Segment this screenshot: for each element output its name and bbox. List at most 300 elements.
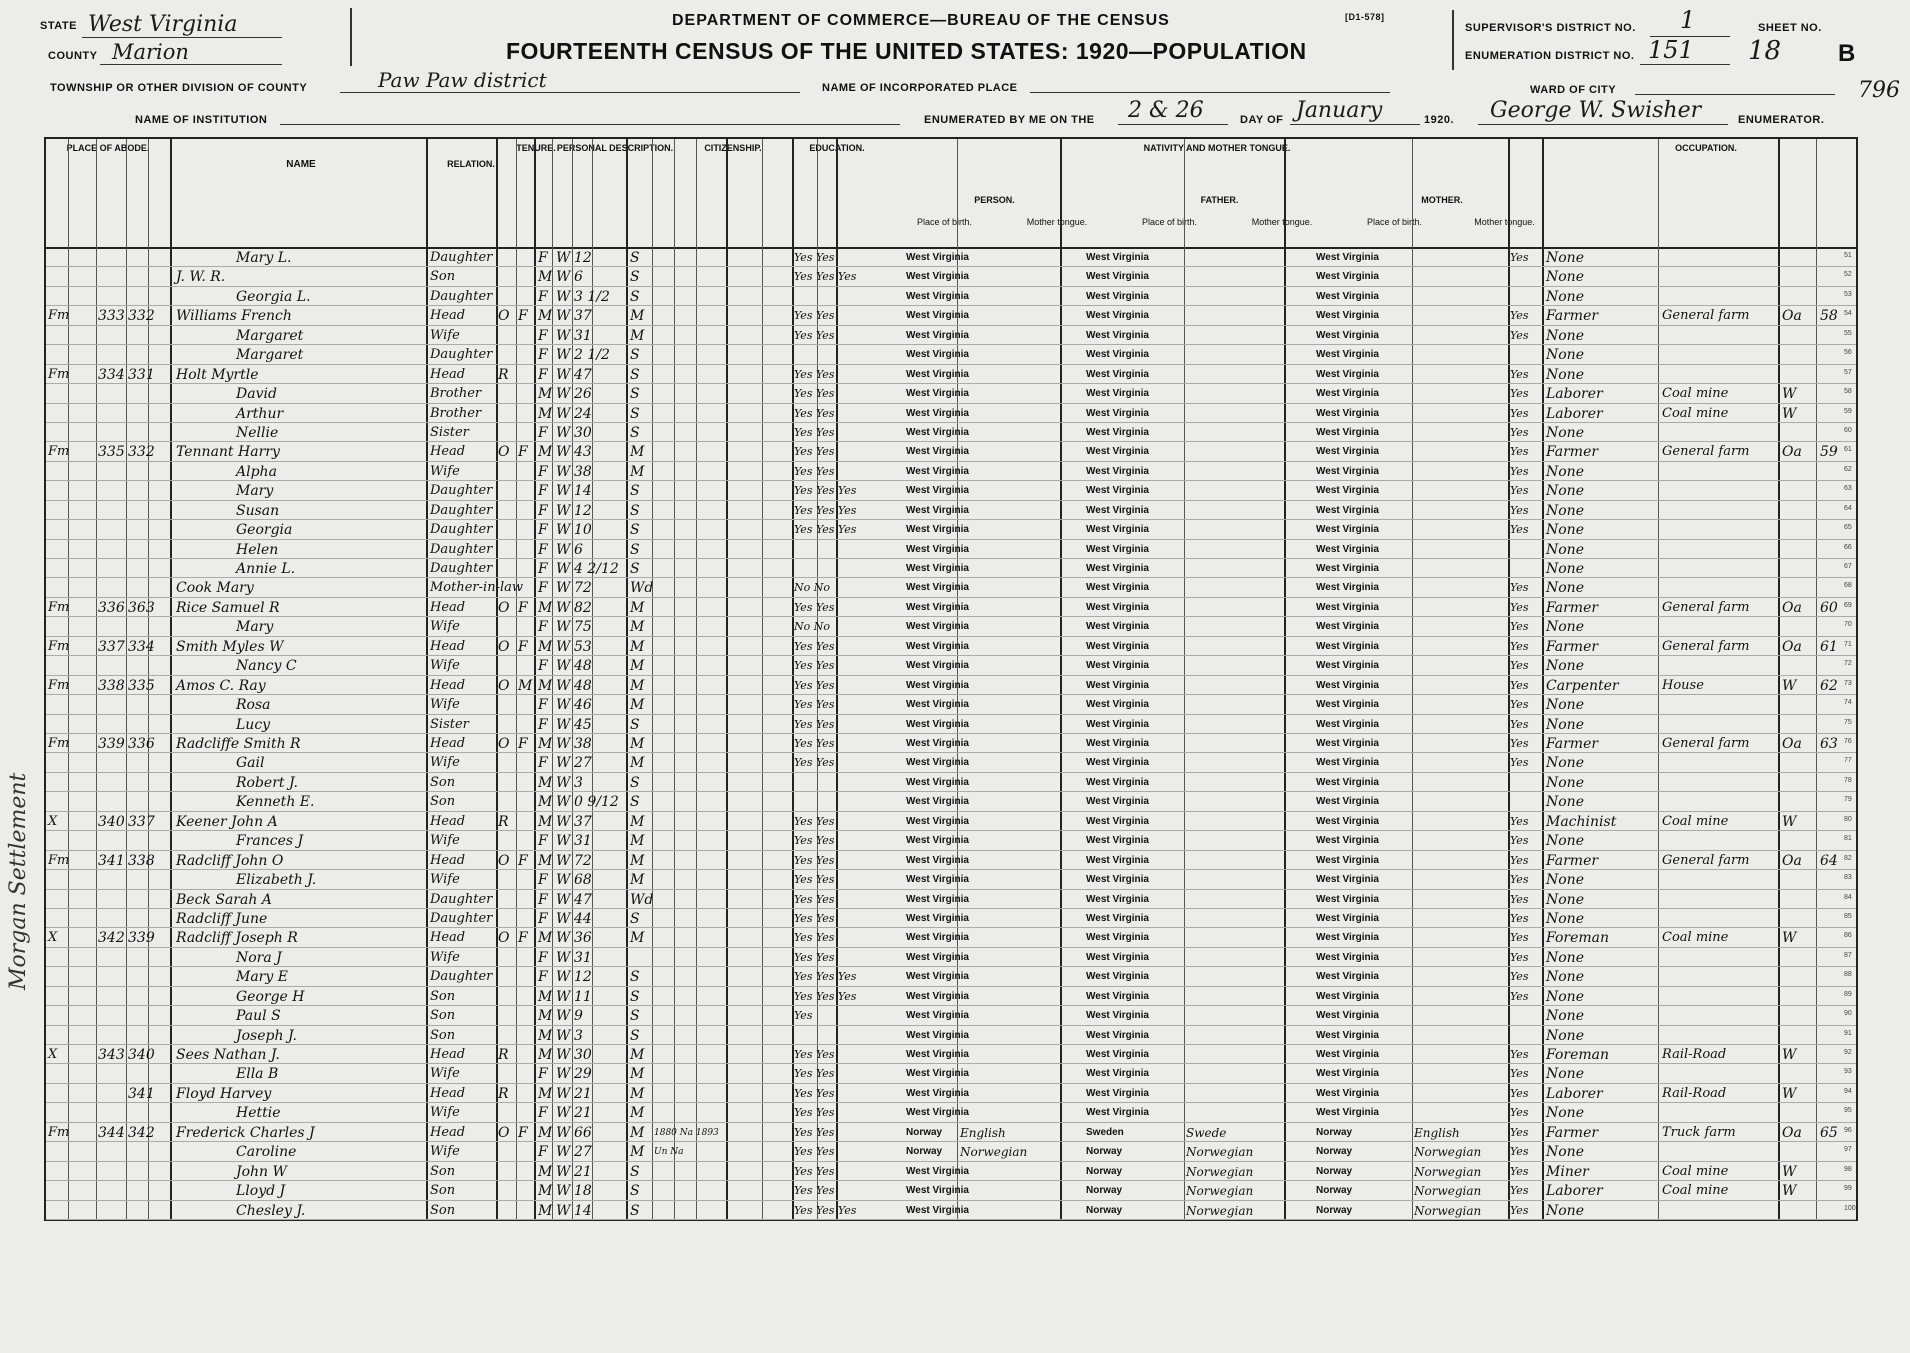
table-row — [46, 539, 1856, 559]
cell-occ: None — [1546, 697, 1584, 714]
cell-mpob: Norway — [1316, 1146, 1353, 1158]
group-tenure: TENURE. — [516, 143, 556, 153]
cell-ed: Yes Yes — [794, 639, 835, 653]
cell-fpob: West Virginia — [1086, 990, 1149, 1002]
cell-fam: 338 — [128, 852, 155, 869]
group-relation: RELATION. — [447, 159, 495, 169]
cell-ms: M — [630, 872, 645, 889]
cell-race: W — [556, 638, 571, 655]
cell-eng: Yes — [1510, 484, 1529, 498]
cell-pob: West Virginia — [906, 388, 969, 400]
cell-ms: S — [630, 522, 640, 539]
cell-own: O — [498, 1124, 510, 1141]
table-row — [46, 1122, 1856, 1142]
cell-pob: West Virginia — [906, 1107, 969, 1119]
cell-ms: M — [630, 697, 645, 714]
row-number: 88 — [1844, 971, 1852, 979]
cell-eng: Yes — [1510, 853, 1529, 867]
table-row — [46, 1044, 1856, 1064]
cell-age: 31 — [574, 949, 592, 966]
cell-mpob: West Virginia — [1316, 718, 1379, 730]
cell-fpob: West Virginia — [1086, 776, 1149, 788]
cell-eng: Yes — [1510, 931, 1529, 945]
cell-ms: S — [630, 424, 640, 441]
table-row — [46, 733, 1856, 753]
cell-ed: Yes Yes — [794, 853, 835, 867]
table-row — [46, 519, 1856, 539]
table-row — [46, 655, 1856, 675]
cell-ms: M — [630, 638, 645, 655]
cell-rel: Son — [430, 1202, 456, 1218]
cell-mmt: Norwegian — [1414, 1203, 1482, 1218]
cell-ms: Wd — [630, 891, 654, 908]
group-name: NAME — [286, 159, 316, 170]
cell-sex: F — [538, 463, 548, 480]
cell-dw: 337 — [98, 638, 125, 655]
cell-ms: M — [630, 1124, 645, 1141]
cell-dw: 335 — [98, 444, 125, 461]
cell-tn: X — [48, 813, 58, 829]
cell-age: 43 — [574, 444, 592, 461]
cell-sex: F — [538, 969, 548, 986]
cell-occ: None — [1546, 522, 1584, 539]
cell-fmt: Norwegian — [1186, 1184, 1254, 1199]
cell-race: W — [556, 561, 571, 578]
cell-occ: Laborer — [1546, 1183, 1603, 1200]
cell-sex: M — [538, 1008, 553, 1025]
cell-occ: Laborer — [1546, 405, 1603, 422]
cell-mpob: Norway — [1316, 1185, 1353, 1197]
cell-mf: F — [518, 638, 528, 655]
cell-mpob: West Virginia — [1316, 990, 1379, 1002]
cell-eng: Yes — [1510, 717, 1529, 731]
cell-ed: Yes Yes Yes — [794, 270, 857, 284]
cell-occ: Farmer — [1546, 444, 1599, 461]
cell-eng: Yes — [1510, 950, 1529, 964]
cell-age: 38 — [574, 463, 592, 480]
cell-mpob: West Virginia — [1316, 893, 1379, 905]
cell-name: Cook Mary — [176, 580, 254, 597]
cell-sex: F — [538, 522, 548, 539]
cell-eng: Yes — [1510, 1203, 1529, 1217]
row-number: 78 — [1844, 776, 1852, 784]
cell-sex: F — [538, 347, 548, 364]
cell-eng: Yes — [1510, 756, 1529, 770]
cell-occ: None — [1546, 347, 1584, 364]
cell-age: 47 — [574, 891, 592, 908]
cell-pob: West Virginia — [906, 290, 969, 302]
cell-occ: None — [1546, 1066, 1584, 1083]
cell-fpob: West Virginia — [1086, 640, 1149, 652]
cell-mpob: West Virginia — [1316, 349, 1379, 361]
cell-pob: West Virginia — [906, 524, 969, 536]
cell-occ: Farmer — [1546, 599, 1599, 616]
cell-occ: None — [1546, 794, 1584, 811]
cell-pob: West Virginia — [906, 1010, 969, 1022]
cell-cls: Oa — [1782, 638, 1802, 655]
cell-pob: West Virginia — [906, 582, 969, 594]
cell-fpob: West Virginia — [1086, 407, 1149, 419]
cell-rel: Sister — [430, 424, 469, 440]
cell-race: W — [556, 774, 571, 791]
person-tongue-header: Mother tongue. — [1026, 217, 1088, 227]
table-row — [46, 889, 1856, 909]
cell-pob: West Virginia — [906, 815, 969, 827]
table-row — [46, 908, 1856, 928]
cell-age: 10 — [574, 522, 592, 539]
cell-name: Smith Myles W — [176, 638, 284, 655]
cell-mf: F — [518, 852, 528, 869]
cell-ed: Yes Yes — [794, 1184, 835, 1198]
enumeration-label: ENUMERATION DISTRICT NO. — [1465, 50, 1635, 62]
cell-rel: Son — [430, 774, 456, 790]
cell-fpob: West Virginia — [1086, 271, 1149, 283]
cell-rel: Wife — [430, 949, 460, 965]
group-citizenship: CITIZENSHIP. — [704, 143, 762, 153]
cell-rel: Head — [430, 366, 466, 382]
cell-fpob: West Virginia — [1086, 738, 1149, 749]
cell-eng: Yes — [1510, 639, 1529, 653]
cell-name: Rosa — [236, 697, 271, 714]
row-number: 60 — [1844, 426, 1852, 434]
cell-pob: West Virginia — [906, 485, 969, 497]
cell-race: W — [556, 872, 571, 889]
cell-occ: None — [1546, 716, 1584, 733]
cell-dw: 344 — [98, 1124, 125, 1141]
cell-ed: Yes Yes Yes — [794, 503, 857, 517]
cell-pob: West Virginia — [906, 426, 969, 438]
table-row — [46, 577, 1856, 597]
cell-ms: S — [630, 502, 640, 519]
cell-fpob: West Virginia — [1086, 1029, 1149, 1041]
cell-fpob: West Virginia — [1086, 679, 1149, 691]
row-number: 57 — [1844, 368, 1852, 376]
cell-age: 29 — [574, 1066, 592, 1083]
cell-ed: Yes Yes — [794, 659, 835, 673]
cell-ed: No No — [794, 581, 830, 595]
cell-race: W — [556, 1144, 571, 1161]
cell-name: John W — [236, 1163, 287, 1180]
cell-occ: None — [1546, 969, 1584, 986]
cell-eng: Yes — [1510, 309, 1529, 323]
cell-rel: Head — [430, 1047, 466, 1063]
group-person: PERSON. — [974, 195, 1015, 205]
table-row — [46, 305, 1856, 325]
table-row — [46, 830, 1856, 850]
row-number: 82 — [1844, 854, 1852, 862]
cell-race: W — [556, 599, 571, 616]
cell-occ: None — [1546, 949, 1584, 966]
cell-race: W — [556, 347, 571, 364]
mother-birth-header: Place of birth. — [1366, 217, 1423, 227]
cell-pob: Norway — [906, 1126, 943, 1138]
cell-rel: Head — [430, 599, 466, 615]
cell-name: Holt Myrtle — [176, 366, 259, 383]
cell-mmt: Norwegian — [1414, 1164, 1482, 1179]
table-row — [46, 422, 1856, 442]
cell-race: W — [556, 463, 571, 480]
cell-fpob: West Virginia — [1086, 1087, 1149, 1099]
cell-sex: M — [538, 269, 553, 286]
cell-name: George H — [236, 988, 305, 1005]
cell-occ: None — [1546, 483, 1584, 500]
cell-occ: None — [1546, 288, 1584, 305]
cell-mpob: West Virginia — [1316, 1107, 1379, 1119]
cell-age: 66 — [574, 1124, 592, 1141]
cell-ms: M — [630, 736, 645, 752]
cell-occ: None — [1546, 502, 1584, 519]
cell-ind: Coal mine — [1662, 1183, 1729, 1199]
cell-fpob: West Virginia — [1086, 854, 1149, 866]
cell-tn: Fm — [48, 736, 70, 751]
enumeration-day: 2 & 26 — [1128, 98, 1204, 123]
cell-fpob: West Virginia — [1086, 368, 1149, 380]
cell-pob: West Virginia — [906, 990, 969, 1002]
cell-name: Alpha — [236, 463, 277, 480]
cell-race: W — [556, 444, 571, 461]
cell-fpob: West Virginia — [1086, 1068, 1149, 1080]
cell-fam: 342 — [128, 1124, 155, 1141]
cell-ms: M — [630, 308, 645, 325]
cell-fpob: Norway — [1086, 1185, 1123, 1197]
cell-race: W — [556, 891, 571, 908]
cell-mmt: English — [1414, 1125, 1460, 1140]
sheet-label: SHEET NO. — [1758, 22, 1822, 34]
cell-rel: Head — [430, 444, 466, 460]
row-number: 84 — [1844, 893, 1852, 901]
cell-rel: Daughter — [430, 502, 493, 518]
cell-occ: Miner — [1546, 1163, 1589, 1180]
cell-ms: S — [630, 1027, 640, 1044]
cell-cls: W — [1782, 1047, 1797, 1064]
cell-num: 63 — [1820, 736, 1838, 752]
cell-eng: Yes — [1510, 1067, 1529, 1081]
table-row — [46, 714, 1856, 734]
cell-race: W — [556, 1124, 571, 1141]
cell-mpob: West Virginia — [1316, 252, 1379, 263]
supervisor-label: SUPERVISOR'S DISTRICT NO. — [1465, 22, 1636, 34]
cell-sex: F — [538, 424, 548, 441]
enumerated-label: ENUMERATED BY ME ON THE — [924, 114, 1095, 126]
cell-name: Ella B — [236, 1066, 279, 1083]
cell-rel: Head — [430, 813, 466, 829]
cell-mf: F — [518, 1124, 528, 1141]
row-number: 58 — [1844, 388, 1852, 396]
cell-cls: Oa — [1782, 599, 1802, 616]
cell-rel: Mother-in-law — [430, 580, 523, 596]
cell-sex: F — [538, 910, 548, 927]
cell-ed: Yes Yes — [794, 309, 835, 323]
table-row — [46, 1005, 1856, 1025]
table-row — [46, 869, 1856, 889]
cell-fpob: West Virginia — [1086, 932, 1149, 944]
cell-rel: Daughter — [430, 910, 493, 926]
cell-name: Tennant Harry — [176, 444, 280, 461]
cell-ed: Yes — [794, 1009, 813, 1023]
cell-ind: Rail-Road — [1662, 1085, 1727, 1101]
cell-mt: English — [960, 1125, 1006, 1140]
cell-age: 18 — [574, 1183, 592, 1200]
cell-name: Lloyd J — [236, 1183, 286, 1200]
cell-fpob: West Virginia — [1086, 718, 1149, 730]
cell-ed: Yes Yes — [794, 737, 835, 750]
table-row — [46, 441, 1856, 461]
cell-pob: West Virginia — [906, 640, 969, 652]
cell-sex: F — [538, 658, 548, 675]
cell-own: R — [498, 1085, 509, 1102]
cell-mpob: West Virginia — [1316, 1029, 1379, 1041]
cell-ms: S — [630, 794, 640, 811]
cell-mpob: West Virginia — [1316, 582, 1379, 594]
cell-name: Robert J. — [236, 774, 298, 791]
cell-fpob: West Virginia — [1086, 465, 1149, 477]
cell-mpob: West Virginia — [1316, 679, 1379, 691]
cell-pob: West Virginia — [906, 912, 969, 924]
cell-race: W — [556, 736, 571, 752]
cell-mpob: West Virginia — [1316, 776, 1379, 788]
cell-pob: West Virginia — [906, 738, 969, 749]
cell-pob: West Virginia — [906, 1049, 969, 1061]
cell-ms: M — [630, 813, 645, 830]
cell-rel: Wife — [430, 463, 460, 479]
cell-own: O — [498, 599, 510, 616]
cell-mpob: West Virginia — [1316, 310, 1379, 322]
cell-pob: West Virginia — [906, 271, 969, 283]
cell-sex: F — [538, 949, 548, 966]
cell-pob: West Virginia — [906, 465, 969, 477]
cell-ms: S — [630, 910, 640, 927]
cell-fpob: Norway — [1086, 1165, 1123, 1177]
cell-tn: Fm — [48, 444, 70, 460]
cell-mpob: West Virginia — [1316, 329, 1379, 341]
cell-ms: S — [630, 1202, 640, 1219]
cell-ind: Coal mine — [1662, 930, 1729, 946]
cell-pob: West Virginia — [906, 252, 969, 263]
cell-ind: General farm — [1662, 852, 1750, 868]
cell-age: 0 9/12 — [574, 794, 619, 811]
cell-own: R — [498, 1047, 509, 1064]
cell-cls: W — [1782, 930, 1797, 947]
cell-sex: M — [538, 930, 553, 947]
cell-rel: Head — [430, 736, 466, 751]
cell-sex: M — [538, 1202, 553, 1219]
cell-ed: Yes Yes — [794, 950, 835, 964]
cell-rel: Daughter — [430, 483, 493, 499]
cell-occ: Foreman — [1546, 1047, 1609, 1064]
cell-race: W — [556, 327, 571, 344]
table-row — [46, 791, 1856, 811]
cell-name: Frederick Charles J — [176, 1124, 315, 1141]
cell-eng: Yes — [1510, 1145, 1529, 1159]
cell-num: 61 — [1820, 638, 1838, 655]
cell-mpob: West Virginia — [1316, 504, 1379, 516]
cell-mpob: Norway — [1316, 1126, 1353, 1138]
cell-rel: Head — [430, 1085, 466, 1101]
table-header — [46, 139, 1856, 249]
cell-race: W — [556, 1183, 571, 1200]
cell-fam: 332 — [128, 308, 155, 325]
cell-sex: M — [538, 308, 553, 325]
cell-pob: West Virginia — [906, 601, 969, 613]
cell-sex: F — [538, 580, 548, 597]
cell-mpob: West Virginia — [1316, 1010, 1379, 1022]
cell-fpob: West Virginia — [1086, 446, 1149, 458]
cell-name: Floyd Harvey — [176, 1085, 272, 1102]
cell-age: 37 — [574, 308, 592, 325]
cell-mpob: West Virginia — [1316, 835, 1379, 847]
cell-name: Mary E — [236, 969, 288, 986]
township-value: Paw Paw district — [378, 68, 547, 92]
day-of-label: DAY OF — [1240, 114, 1284, 126]
cell-ed: Yes Yes — [794, 600, 835, 614]
cell-occ: None — [1546, 774, 1584, 791]
cell-race: W — [556, 1066, 571, 1083]
cell-pob: West Virginia — [906, 971, 969, 983]
cell-name: Margaret — [236, 327, 304, 344]
cell-ms: M — [630, 444, 645, 461]
row-number: 72 — [1844, 660, 1852, 668]
enumeration-month: January — [1296, 98, 1383, 123]
cell-occ: None — [1546, 1027, 1584, 1044]
cell-mpob: West Virginia — [1316, 640, 1379, 652]
table-row — [46, 286, 1856, 306]
cell-race: W — [556, 483, 571, 500]
cell-ms: M — [630, 1066, 645, 1083]
cell-eng: Yes — [1510, 814, 1529, 828]
cell-race: W — [556, 405, 571, 422]
cell-name: Chesley J. — [236, 1202, 306, 1219]
cell-ms: S — [630, 561, 640, 578]
table-row — [46, 1102, 1856, 1122]
table-row — [46, 1200, 1856, 1220]
cell-occ: None — [1546, 658, 1584, 675]
cell-dw: 338 — [98, 677, 125, 694]
cell-race: W — [556, 813, 571, 830]
cell-pob: West Virginia — [906, 504, 969, 516]
cell-sex: M — [538, 1085, 553, 1102]
cell-occ: None — [1546, 988, 1584, 1005]
cell-occ: Farmer — [1546, 638, 1599, 655]
cell-fpob: West Virginia — [1086, 524, 1149, 536]
cell-ed: Yes Yes — [794, 756, 835, 770]
cell-sex: M — [538, 736, 553, 752]
cell-mpob: West Virginia — [1316, 932, 1379, 944]
group-education: EDUCATION. — [809, 143, 865, 153]
row-number: 77 — [1844, 757, 1852, 765]
cell-ed: No No — [794, 620, 830, 634]
cell-occ: None — [1546, 619, 1584, 636]
cell-own: O — [498, 930, 510, 947]
cell-name: Mary — [236, 619, 274, 636]
row-number: 63 — [1844, 485, 1852, 493]
form-number: [D1-578] — [1345, 12, 1385, 22]
cell-pob: West Virginia — [906, 951, 969, 963]
cell-mpob: West Virginia — [1316, 271, 1379, 283]
cell-mpob: West Virginia — [1316, 1087, 1379, 1099]
cell-ind: Coal mine — [1662, 386, 1729, 402]
cell-eng: Yes — [1510, 834, 1529, 848]
cell-sex: M — [538, 1163, 553, 1180]
township-label: TOWNSHIP OR OTHER DIVISION OF COUNTY — [50, 82, 308, 94]
row-number: 80 — [1844, 815, 1852, 823]
cell-ed: Yes Yes — [794, 892, 835, 906]
cell-pob: West Virginia — [906, 932, 969, 944]
corner-stamp: 796 — [1858, 78, 1900, 103]
cell-race: W — [556, 1105, 571, 1122]
cell-mpob: Norway — [1316, 1204, 1353, 1216]
group-nativity: NATIVITY AND MOTHER TONGUE. — [1143, 143, 1291, 153]
cell-pob: West Virginia — [906, 699, 969, 711]
